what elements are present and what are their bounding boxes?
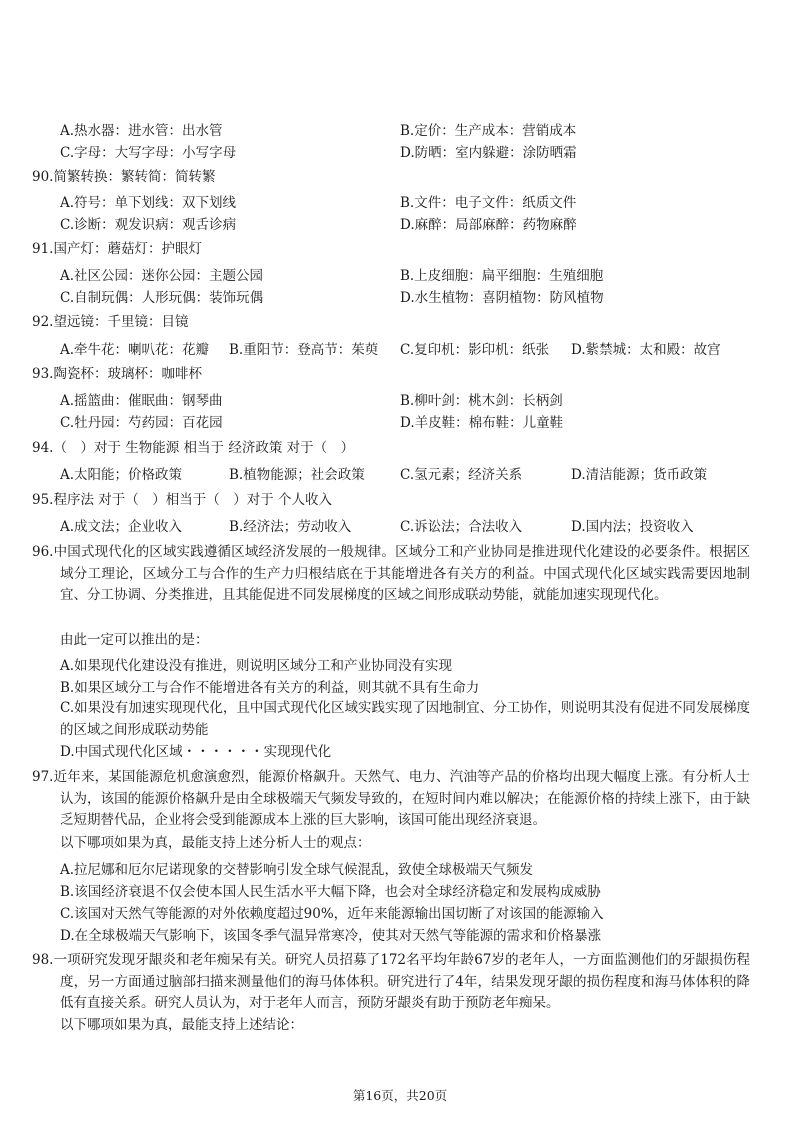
q90-option-c: C.诊断：观发识病：观舌诊病 xyxy=(60,217,237,233)
q91-option-d: D.水生植物：喜阴植物：防风植物 xyxy=(400,290,604,306)
q96-stem xyxy=(32,542,750,607)
q89-option-b: B.定价：生产成本：营销成本 xyxy=(400,123,577,139)
q89-option-a: A.热水器：进水管：出水管 xyxy=(60,123,223,139)
q95-option-b: B.经济法；劳动收入 xyxy=(229,519,352,535)
q93-option-a: A.摇篮曲：催眠曲：钢琴曲 xyxy=(60,393,223,409)
q92-option-d: D.紫禁城：太和殿：故宫 xyxy=(571,342,721,358)
q91-stem: 91.国产灯：蘑菇灯：护眼灯 xyxy=(32,241,202,257)
q98-prompt: 以下哪项如果为真，最能支持上述结论： xyxy=(60,1017,303,1033)
q94-option-c: C.氢元素；经济关系 xyxy=(400,467,523,483)
q90-option-a: A.符号：单下划线：双下划线 xyxy=(60,195,237,211)
q93-option-b: B.柳叶剑：桃木剑：长柄剑 xyxy=(400,393,563,409)
q93-stem: 93.陶瓷杯：玻璃杯：咖啡杯 xyxy=(32,366,202,382)
q90-option-b: B.文件：电子文件：纸质文件 xyxy=(400,195,577,211)
q95-option-c: C.诉讼法；合法收入 xyxy=(400,519,523,535)
q94-option-b: B.植物能源；社会政策 xyxy=(229,467,365,483)
q94-stem: 94.（ ）对于 生物能源 相当于 经济政策 对于（ ） xyxy=(32,440,355,456)
q93-option-d: D.羊皮鞋：棉布鞋：儿童鞋 xyxy=(400,415,564,431)
q94-option-d: D.清洁能源；货币政策 xyxy=(571,467,708,483)
q92-option-c: C.复印机：影印机：纸张 xyxy=(400,342,550,358)
q97-prompt: 以下哪项如果为真，最能支持上述分析人士的观点： xyxy=(60,835,371,851)
q95-stem: 95.程序法 对于（ ）相当于（ ）对于 个人收入 xyxy=(32,492,333,508)
q96-option-a: A.如果现代化建设没有推进，则说明区域分工和产业协同没有实现 xyxy=(60,658,453,674)
q98-stem xyxy=(32,950,750,1015)
q97-option-d: D.在全球极端天气影响下，该国冬季气温异常寒冷，使其对天然气等能源的需求和价格暴涨 xyxy=(60,928,602,944)
q92-stem: 92.望远镜：千里镜：目镜 xyxy=(32,314,189,330)
q96-option-b: B.如果区域分工与合作不能增进各有关方的利益，则其就不具有生命力 xyxy=(60,680,480,696)
q97-stem xyxy=(32,767,750,832)
q96-option-d: D.中国式现代化区域・・・・・・实现现代化 xyxy=(60,744,332,760)
q96-option-c: C.如果没有加速实现现代化，且中国式现代化区域实践实现了因地制宜、分工协作，则说明其没有促进不同发展梯度的区域之间形成联动势能 xyxy=(60,700,750,738)
q96-stem-text: 96.中国式现代化的区域实践遵循区域经济发展的一般规律。区域分工和产业协同是推进现代化建设的必要条件。根据区域分工理论，区域分工与合作的生产力归根结底在于其能增进各有关方的利益。中国式现代化区域实践需要因地制宜、分工协调、分类推进，且其能促进不同发展梯度的区域之间形成联动势能，就能加速实现现代化。 xyxy=(32,544,750,603)
q91-option-c: C.自制玩偶：人形玩偶：装饰玩偶 xyxy=(60,290,264,306)
q92-option-a: A.牵牛花：喇叭花：花瓣 xyxy=(60,342,210,358)
q93-option-c: C.牡丹园：芍药园：百花园 xyxy=(60,415,223,431)
page-number: 第16页，共20页 xyxy=(352,1088,448,1103)
q89-option-c: C.字母：大写字母：小写字母 xyxy=(60,145,237,161)
q97-option-c: C.该国对天然气等能源的对外依赖度超过90%，近年来能源输出国切断了对该国的能源输入 xyxy=(60,906,604,922)
q94-option-a: A.太阳能；价格政策 xyxy=(60,467,183,483)
q95-option-d: D.国内法；投资收入 xyxy=(571,519,694,535)
q98-stem-text: 98.一项研究发现牙龈炎和老年痴呆有关。研究人员招募了172名平均年龄67岁的老年人，一方面监测他们的牙龈损伤程度，另一方面通过脑部扫描来测量他们的海马体体积。研究进行了4年，结果发现牙龈的损伤程度和海马体体积的降低有直接关系。研究人员认为，对于老年人而言，预防牙龈炎有助于预防老年痴呆。 xyxy=(32,952,750,1011)
q90-option-d: D.麻醉：局部麻醉：药物麻醉 xyxy=(400,217,577,233)
q95-option-a: A.成文法；企业收入 xyxy=(60,519,183,535)
q90-stem: 90.简繁转换：繁转简：简转繁 xyxy=(32,169,216,185)
q92-option-b: B.重阳节：登高节：茱萸 xyxy=(229,342,379,358)
q89-option-d: D.防晒：室内躲避：涂防晒霜 xyxy=(400,145,577,161)
q96-prompt: 由此一定可以推出的是： xyxy=(60,632,209,648)
q91-option-b: B.上皮细胞：扁平细胞：生殖细胞 xyxy=(400,268,604,284)
q97-option-a: A.拉尼娜和厄尔尼诺现象的交替影响引发全球气候混乱，致使全球极端天气频发 xyxy=(60,862,534,878)
q97-stem-text: 97.近年来，某国能源危机愈演愈烈，能源价格飙升。天然气、电力、汽油等产品的价格均出现大幅度上涨。有分析人士认为，该国的能源价格飙升是由全球极端天气频发导致的，在短时间内难以解决；在能源价格的持续上涨下，由于缺乏短期替代品，企业将会受到能源成本上涨的巨大影响，该国可能出现经济衰退。 xyxy=(32,769,750,828)
q97-option-b: B.该国经济衰退不仅会使本国人民生活水平大幅下降，也会对全球经济稳定和发展构成威胁 xyxy=(60,884,601,900)
q91-option-a: A.社区公园：迷你公园：主题公园 xyxy=(60,268,264,284)
